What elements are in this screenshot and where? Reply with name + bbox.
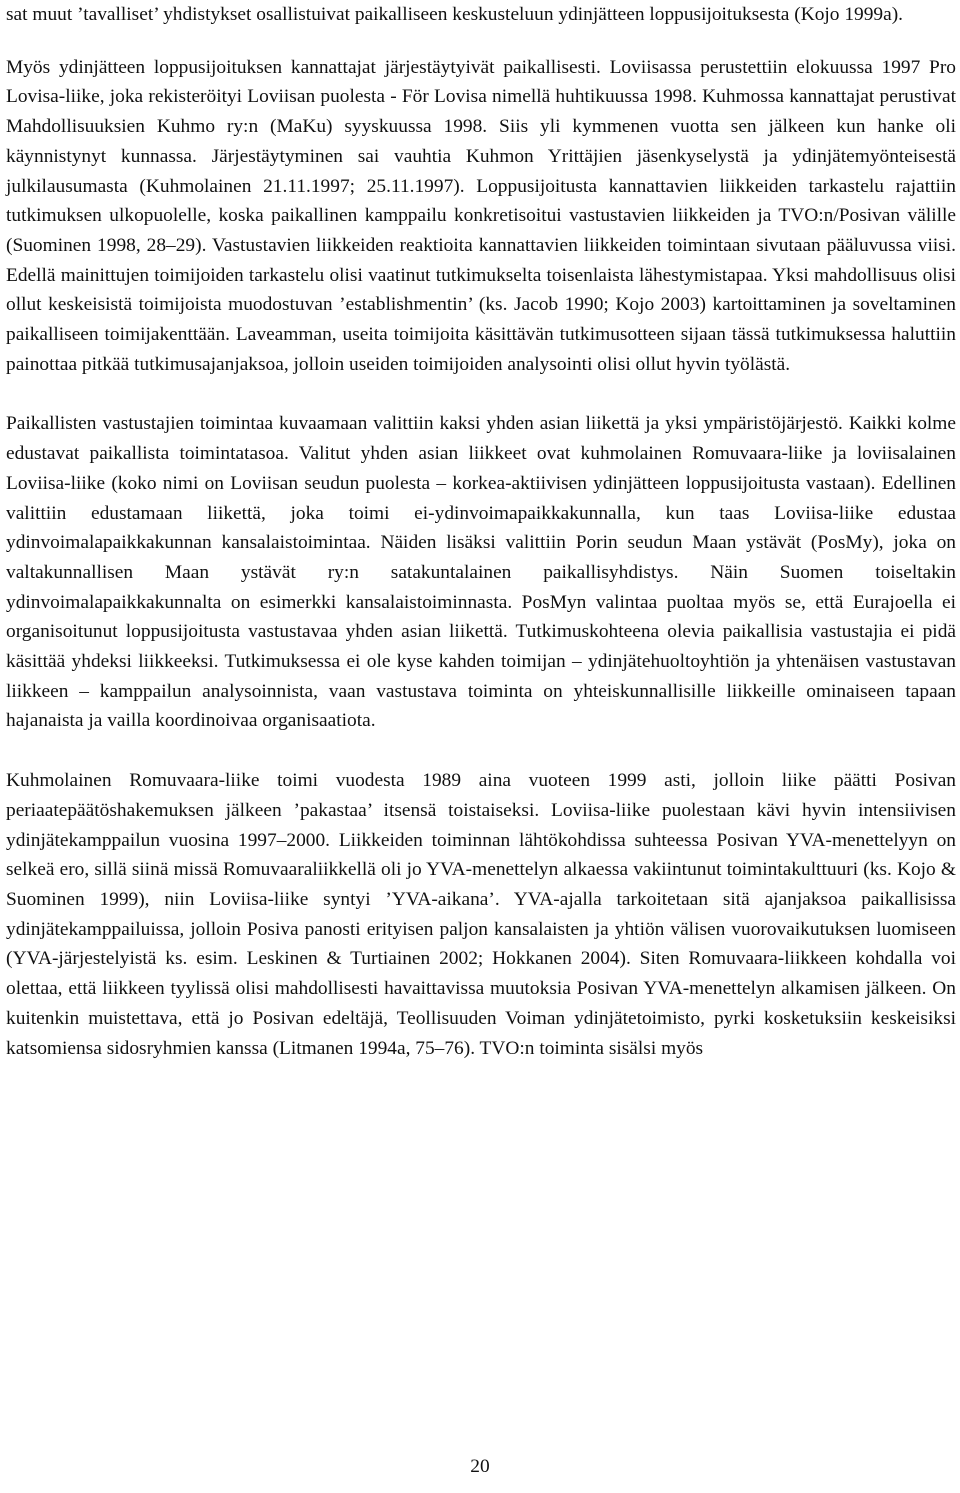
paragraph-continuation: sat muut ’tavalliset’ yhdistykset osallistuivat paikalliseen keskusteluun ydinjätteen loppusijoituksesta (Kojo 1999a).	[6, 4, 904, 25]
paragraph-3: Kuhmolainen Romuvaara-liike toimi vuodesta 1989 aina vuoteen 1999 asti, jolloin liike päätti Posivan periaatepäätöshakemuksen jälkeen ’pakastaa’ itsensä toistaiseksi. Loviisa-liike puolestaan kävi hyvin intensiivisen ydinjätekamppailun vuosina 1997–2000. Liikkeiden toiminnan lähtökohdissa suhteessa Posivan YVA-menettelyyn on selkeä ero, sillä siinä missä Romuvaaraliikkellä oli jo YVA-menettelyn alkaessa vakiintunut toimintakulttuuri (ks. Kojo & Suominen 1999), niin Loviisa-liike syntyi ’YVA-aikana’. YVA-ajalla tarkoitetaan sitä ajanjaksoa paikallisissa ydinjätekamppailuissa, jolloin Posiva panosti erityisen paljon kansalaisten ja yhtiön välisen vuorovaikutuksen luomiseen (YVA-järjestelyistä ks. esim. Leskinen & Turtiainen 2002; Hokkanen 2004). Siten Romuvaara-liikkeen kohdalla voi olettaa, että liikkeen tyylissä olisi mahdollisesti havaittavissa muutoksia Posivan YVA-menettelyn alkamisen jälkeen. On kuitenkin muistettava, että jo Posivan edeltäjä, Teollisuuden Voiman ydinjätetoimisto, pyrki kosketuksiin keskeisiksi katsomiensa sidosryhmien kanssa (Litmanen 1994a, 75–76). TVO:n toiminta sisälsi myös	[6, 770, 956, 1059]
paragraph-2: Paikallisten vastustajien toimintaa kuvaamaan valittiin kaksi yhden asian liikettä ja yksi ympäristöjärjestö. Kaikki kolme edustavat paikallista toimintatasoa. Valitut yhden asian liikkeet ovat kuhmolainen Romuvaara-liike ja loviisalainen Loviisa-liike (koko nimi on Loviisan seudun puolesta – korkea-aktiivisen ydinjätteen loppusijoitusta vastaan). Edellinen valittiin edustamaan liikettä, joka toimi ei-ydinvoimapaikkakunnalla, kun taas Loviisa-liike edustaa ydinvoimalapaikkakunnan kansalaistoimintaa. Näiden lisäksi valittiin Porin seudun Maan ystävät (PosMy), joka on valtakunnallisen Maan ystävät ry:n satakuntalainen paikallisyhdistys. Näin Suomen toiseltakin ydinvoimalapaikkakunnalta on esimerkki kansalaistoiminnasta. PosMyn valintaa puoltaa myös se, että Eurajoella ei organisoitunut loppusijoitusta vastustavaa yhden asian liikettä. Tutkimuskohteena olevia paikallisia vastustajia ei pidä käsittää yhdeksi liikkeeksi. Tutkimuksessa ei ole kyse kahden toimijan – ydinjätehuoltoyhtiön ja yhtenäisen vastustavan liikkeen – kamppailun analysoinnista, vaan vastustava toiminta on yhteiskunnallisille liikkeille ominaiseen tapaan hajanaista ja vailla koordinoivaa organisaatiota.	[6, 413, 956, 732]
page-number: 20	[470, 1456, 490, 1477]
paragraph-1: Myös ydinjätteen loppusijoituksen kannattajat järjestäytyivät paikallisesti. Loviisassa perustettiin elokuussa 1997 Pro Lovisa-liike, joka rekisteröityi Loviisan puolesta - För Lovisa nimellä huhtikuussa 1998. Kuhmossa kannattajat perustivat Mahdollisuuksien Kuhmo ry:n (MaKu) syyskuussa 1998. Siis yli kymmenen vuotta sen jälkeen kun hanke oli käynnistynyt kunnassa. Järjestäytyminen sai vauhtia Kuhmon Yrittäjien jäsenkyselystä ja ydinjätemyönteisestä julkilausumasta (Kuhmolainen 21.11.1997; 25.11.1997). Loppusijoitusta kannattavien liikkeiden tarkastelu rajattiin tutkimuksen ulkopuolelle, koska paikallinen kamppailu konkretisoitui vastustavien liikkeiden ja TVO:n/Posivan välille (Suominen 1998, 28–29). Vastustavien liikkeiden reaktioita kannattavien liikkeiden toimintaan sivutaan pääluvussa viisi. Edellä mainittujen toimijoiden tarkastelu olisi vaatinut tutkimukselta toisenlaista lähestymistapaa. Yksi mahdollisuus olisi ollut keskeisistä toimijoista muodostuvan ’establishmentin’ (ks. Jacob 1990; Kojo 2003) kartoittaminen ja soveltaminen paikalliseen toimijakenttään. Laveamman, useita toimijoita käsittävän tutkimusotteen sijaan tässä tutkimuksessa haluttiin painottaa pitkää tutkimusajanjaksoa, jolloin useiden toimijoiden analysointi olisi ollut hyvin työlästä.	[6, 56, 956, 375]
body-text	[6, 0, 956, 1063]
